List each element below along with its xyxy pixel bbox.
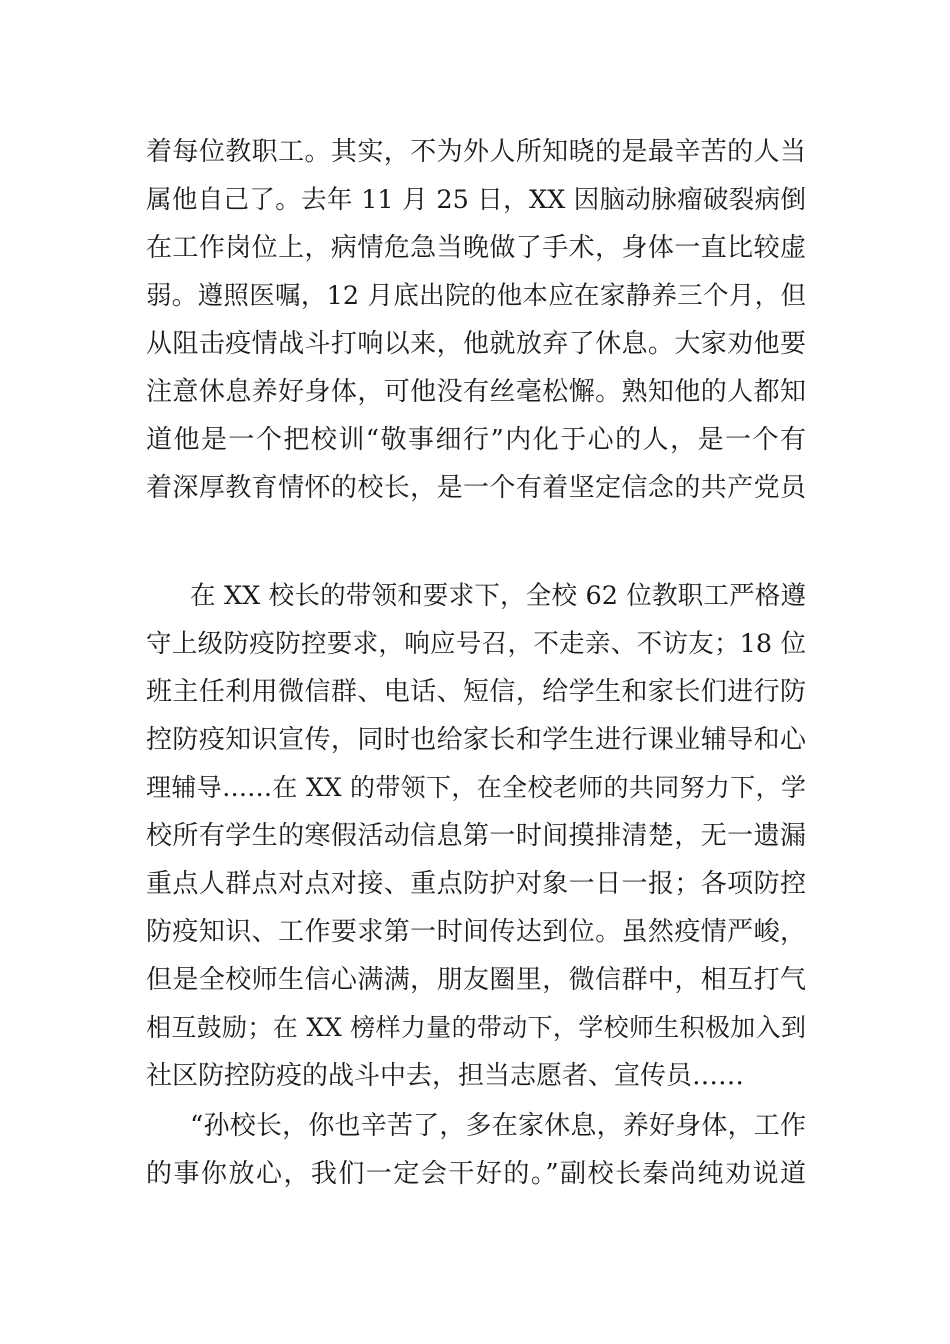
paragraph-2-line: 班主任利用微信群、电话、短信，给学生和家长们进行防: [146, 677, 806, 707]
paragraph-1-line: 在工作岗位上，病情危急当晚做了手术，身体一直比较虚: [146, 233, 806, 263]
paragraph-1-line: 着每位教职工。其实，不为外人所知晓的是最辛苦的人当: [146, 137, 806, 167]
paragraph-2-line: 防疫知识、工作要求第一时间传达到位。虽然疫情严峻，: [146, 917, 806, 947]
paragraph-1-line: 注意休息养好身体，可他没有丝毫松懈。熟知他的人都知: [146, 377, 806, 407]
paragraph-2-line: 理辅导……在 XX 的带领下，在全校老师的共同努力下，学: [146, 773, 806, 802]
paragraph-2-line: 校所有学生的寒假活动信息第一时间摸排清楚，无一遗漏: [146, 821, 806, 851]
paragraph-2-line: 在 XX 校长的带领和要求下，全校 62 位教职工严格遵: [190, 581, 806, 611]
paragraph-3-line: 的事你放心，我们一定会干好的。”副校长秦尚纯劝说道: [146, 1159, 806, 1189]
paragraph-2-line: 守上级防疫防控要求，响应号召，不走亲、不访友；18 位: [146, 629, 806, 659]
paragraph-1-line: 弱。遵照医嘱，12 月底出院的他本应在家静养三个月，但: [146, 281, 806, 311]
paragraph-2-line: 相互鼓励；在 XX 榜样力量的带动下，学校师生积极加入到: [146, 1013, 806, 1042]
paragraph-1-line: 属他自己了。去年 11 月 25 日，XX 因脑动脉瘤破裂病倒: [146, 185, 806, 215]
paragraph-1-line: 道他是一个把校训“敬事细行”内化于心的人，是一个有: [146, 425, 806, 455]
paragraph-2-line: 但是全校师生信心满满，朋友圈里，微信群中，相互打气: [146, 965, 806, 995]
paragraph-2-line: 社区防控防疫的战斗中去，担当志愿者、宣传员……: [146, 1061, 745, 1091]
paragraph-1-line: 着深厚教育情怀的校长，是一个有着坚定信念的共产党员: [146, 473, 806, 503]
paragraph-3-line: “孙校长，你也辛苦了，多在家休息，养好身体，工作: [190, 1111, 806, 1141]
paragraph-1-line: 从阻击疫情战斗打响以来，他就放弃了休息。大家劝他要: [146, 329, 806, 359]
paragraph-2-line: 控防疫知识宣传，同时也给家长和学生进行课业辅导和心: [146, 725, 806, 755]
paragraph-2-line: 重点人群点对点对接、重点防护对象一日一报；各项防控: [146, 869, 806, 899]
